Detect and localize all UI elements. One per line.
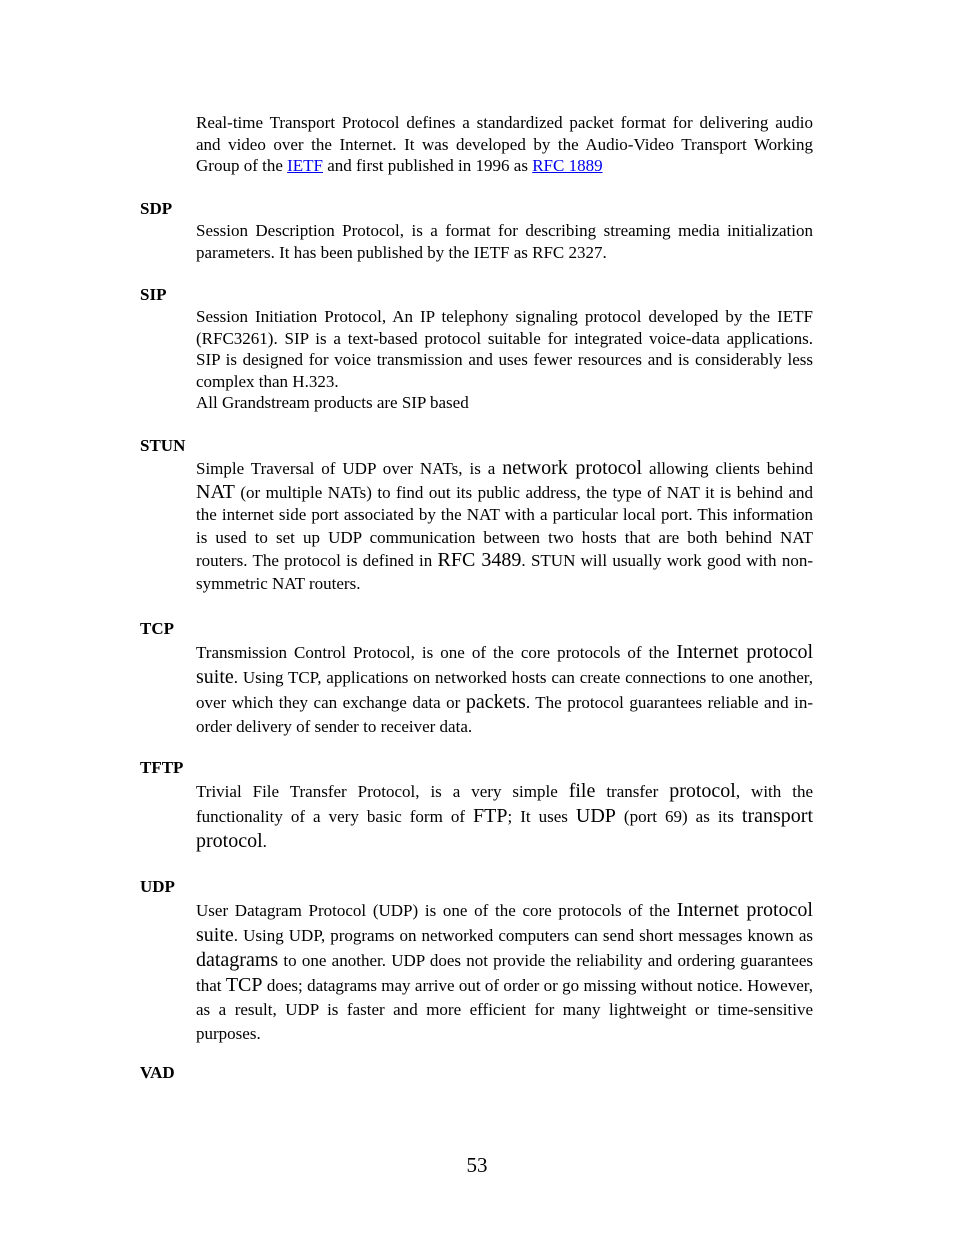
ietf-link[interactable]: IETF	[287, 156, 324, 175]
stun-network-protocol: network protocol	[502, 457, 643, 479]
term-udp: UDP	[140, 877, 175, 896]
tcp-packets: packets	[465, 691, 526, 713]
sip-text: Session Initiation Protocol, An IP telephony signaling protocol developed by the IETF (RFC3261). SIP is a text-based protocol suitable for integrated voice-data applications. SIP is designed for voice transmission and uses fewer resources and is considerably less complex than H.323.	[196, 307, 813, 391]
tftp-ftp: FTP	[473, 805, 508, 827]
tcp-internet-protocol-suite: Internet protocol suite	[196, 641, 814, 688]
tftp-udp: UDP	[575, 805, 616, 827]
tcp-definition	[196, 640, 813, 739]
tftp-text-2: transfer	[595, 782, 670, 801]
udp-text-3: to one another. UDP does not provide the reliability and ordering guarantees that	[196, 951, 813, 995]
tftp-text-1: Trivial File Transfer Protocol, is a very simple	[196, 782, 569, 801]
udp-datagrams: datagrams	[196, 949, 279, 971]
tftp-text-5: (port 69) as its	[615, 807, 742, 826]
sip-definition	[196, 306, 813, 414]
stun-text-1: Simple Traversal of UDP over NATs, is a	[196, 459, 503, 478]
tcp-text-1: Transmission Control Protocol, is one of the core protocols of the	[196, 643, 677, 662]
rtp-text-2: and first published in 1996 as	[323, 156, 533, 175]
tftp-text-4: ; It uses	[507, 807, 576, 826]
udp-tcp: TCP	[225, 974, 263, 996]
tftp-text-3: , with the functionality of a very basic form of	[196, 782, 813, 826]
tftp-text-6: .	[262, 832, 267, 851]
term-sdp: SDP	[140, 199, 173, 218]
term-tftp: TFTP	[140, 758, 184, 777]
stun-definition	[196, 457, 813, 596]
udp-internet-protocol-suite: Internet protocol suite	[196, 899, 813, 946]
stun-text-3: (or multiple NATs) to find out its public address, the type of NAT it is behind and the internet side port associated by the NAT with a particular local port. This information is used to set up UDP communication between two hosts that are both behind NAT routers. The protocol is defined in	[196, 482, 813, 571]
sdp-definition: Session Description Protocol, is a format for describing streaming media initialization parameters. It has been published by the IETF as RFC 2327.	[196, 221, 813, 262]
term-vad: VAD	[140, 1063, 175, 1082]
term-tcp: TCP	[140, 619, 174, 638]
tcp-text-3: . The protocol guarantees reliable and in-order delivery of sender to receiver data.	[196, 693, 813, 736]
tftp-definition	[196, 779, 813, 854]
term-sip: SIP	[140, 285, 167, 304]
tftp-transport-protocol: transport protocol	[196, 805, 813, 852]
udp-text-4: does; datagrams may arrive out of order or go missing without notice. However, as a result, UDP is faster and more efficient for many lightweight or time-sensitive purposes.	[196, 976, 813, 1043]
tcp-text-2: . Using TCP, applications on networked hosts can create connections to one another, over which they can exchange data or	[196, 668, 813, 712]
tftp-file: file	[568, 780, 596, 802]
stun-rfc-3489: RFC 3489	[437, 549, 522, 572]
term-stun: STUN	[140, 436, 186, 455]
rtp-definition	[196, 112, 813, 177]
stun-text-2: allowing clients behind	[642, 459, 814, 478]
tftp-protocol: protocol	[669, 780, 736, 802]
stun-nat: NAT	[196, 480, 235, 503]
sip-note: All Grandstream products are SIP based	[196, 393, 469, 412]
stun-text-4: . STUN will usually work good with non-symmetric NAT routers.	[196, 551, 813, 593]
rtp-text: Real-time Transport Protocol defines a standardized packet format for delivering audio and video over the Internet. It was developed by the Audio-Video Transport Working Group of the	[196, 113, 813, 175]
rfc-1889-link[interactable]: RFC 1889	[532, 156, 603, 175]
udp-text-1: User Datagram Protocol (UDP) is one of the core protocols of the	[196, 901, 677, 920]
page-number: 53	[466, 1153, 488, 1177]
udp-text-2: . Using UDP, programs on networked computers can send short messages known as	[233, 926, 813, 945]
udp-definition	[196, 898, 813, 1046]
